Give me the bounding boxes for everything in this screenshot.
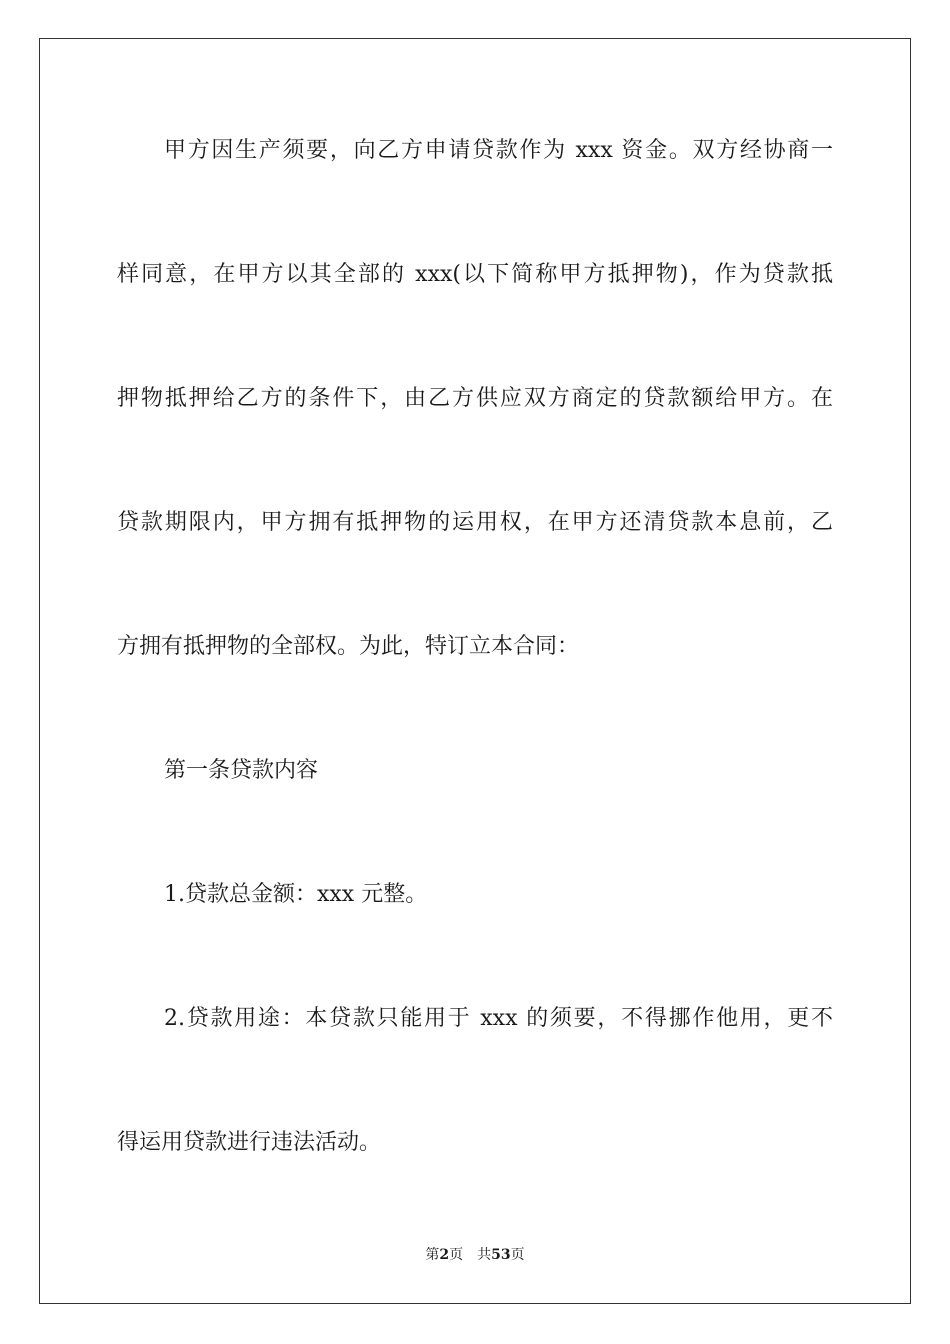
paragraph-line-5: 方拥有抵押物的全部权。为此，特订立本合同： — [117, 634, 580, 659]
footer-total-pages: 53 — [491, 1247, 511, 1263]
clause-2-line-1: 2.贷款用途：本贷款只能用于 xxx 的须要，不得挪作他用，更不 — [164, 1006, 833, 1031]
section-heading: 第一条贷款内容 — [164, 758, 319, 783]
footer-total-suffix: 页 — [510, 1247, 525, 1263]
paragraph-line-2: 样同意，在甲方以其全部的 xxx(以下简称甲方抵押物)，作为贷款抵 — [117, 262, 833, 287]
paragraph-line-3: 押物抵押给乙方的条件下，由乙方供应双方商定的贷款额给甲方。在 — [117, 386, 833, 411]
clause-2-line-2: 得运用贷款进行违法活动。 — [117, 1130, 382, 1155]
footer-total-prefix: 共 — [477, 1247, 492, 1263]
footer-page-suffix: 页 — [449, 1247, 464, 1263]
clause-1-line: 1.贷款总金额：xxx 元整。 — [164, 882, 428, 907]
footer-page-prefix: 第 — [425, 1247, 440, 1263]
page-border — [39, 38, 911, 1304]
paragraph-line-1: 甲方因生产须要，向乙方申请贷款作为 xxx 资金。双方经协商一 — [164, 138, 833, 163]
page-footer — [0, 1246, 950, 1264]
paragraph-line-4: 贷款期限内，甲方拥有抵押物的运用权，在甲方还清贷款本息前，乙 — [117, 510, 833, 535]
footer-page-number: 2 — [439, 1247, 450, 1263]
